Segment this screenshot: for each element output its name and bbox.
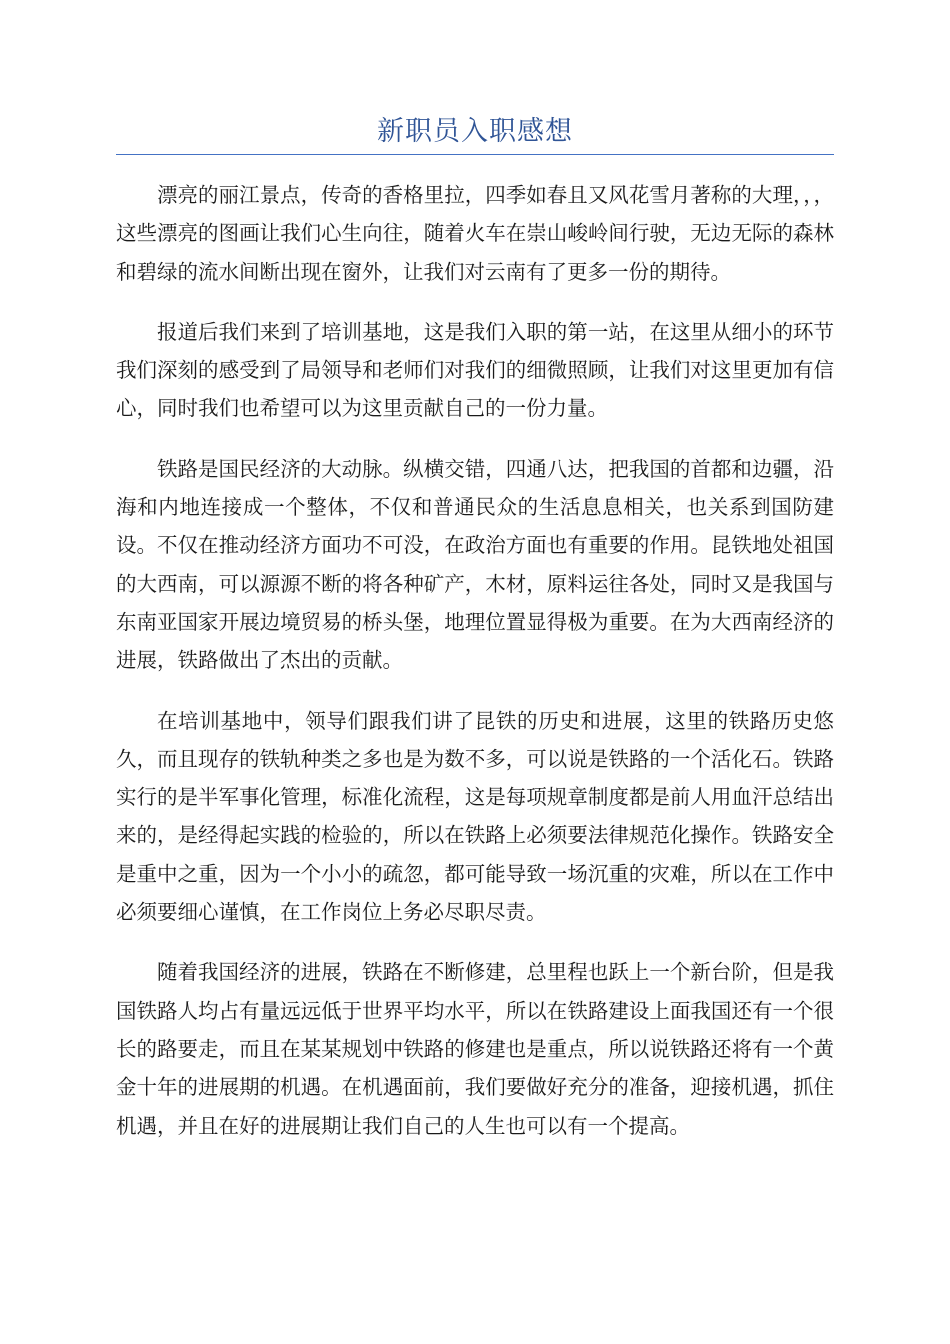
document-body: [116, 176, 834, 1167]
paragraph-5: 随着我国经济的进展，铁路在不断修建，总里程也跃上一个新台阶，但是我国铁路人均占有量远远低于世界平均水平，所以在铁路建设上面我国还有一个很长的路要走，而且在某某规划中铁路的修建也是重点，所以说铁路还将有一个黄金十年的进展期的机遇。在机遇面前，我们要做好充分的准备，迎接机遇，抓住机遇，并且在好的进展期让我们自己的人生也可以有一个提高。: [116, 960, 834, 1138]
paragraph-2: 报道后我们来到了培训基地，这是我们入职的第一站，在这里从细小的环节我们深刻的感受到了局领导和老师们对我们的细微照顾，让我们对这里更加有信心，同时我们也希望可以为这里贡献自己的一份力量。: [116, 319, 834, 421]
paragraph-1: 漂亮的丽江景点，传奇的香格里拉，四季如春且又风花雪月著称的大理，，，这些漂亮的图画让我们心生向往，随着火车在崇山峻岭间行驶，无边无际的森林和碧绿的流水间断出现在窗外，让我们对云南有了更多一份的期待。: [116, 183, 834, 284]
title-underline: [116, 154, 834, 155]
paragraph-4: 在培训基地中，领导们跟我们讲了昆铁的历史和进展，这里的铁路历史悠久，而且现存的铁轨种类之多也是为数不多，可以说是铁路的一个活化石。铁路实行的是半军事化管理，标准化流程，这是每项规章制度都是前人用血汗总结出来的，是经得起实践的检验的，所以在铁路上必须要法律规范化操作。铁路安全是重中之重，因为一个小小的疏忽，都可能导致一场沉重的灾难，所以在工作中必须要细心谨慎，在工作岗位上务必尽职尽责。: [116, 708, 834, 925]
paragraph-3: 铁路是国民经济的大动脉。纵横交错，四通八达，把我国的首都和边疆，沿海和内地连接成一个整体，不仅和普通民众的生活息息相关，也关系到国防建设。不仅在推动经济方面功不可没，在政治方面也有重要的作用。昆铁地处祖国的大西南，可以源源不断的将各种矿产，木材，原料运往各处，同时又是我国与东南亚国家开展边境贸易的桥头堡，地理位置显得极为重要。在为大西南经济的进展，铁路做出了杰出的贡献。: [116, 456, 834, 673]
document-title: 新职员入职感想: [377, 116, 573, 147]
